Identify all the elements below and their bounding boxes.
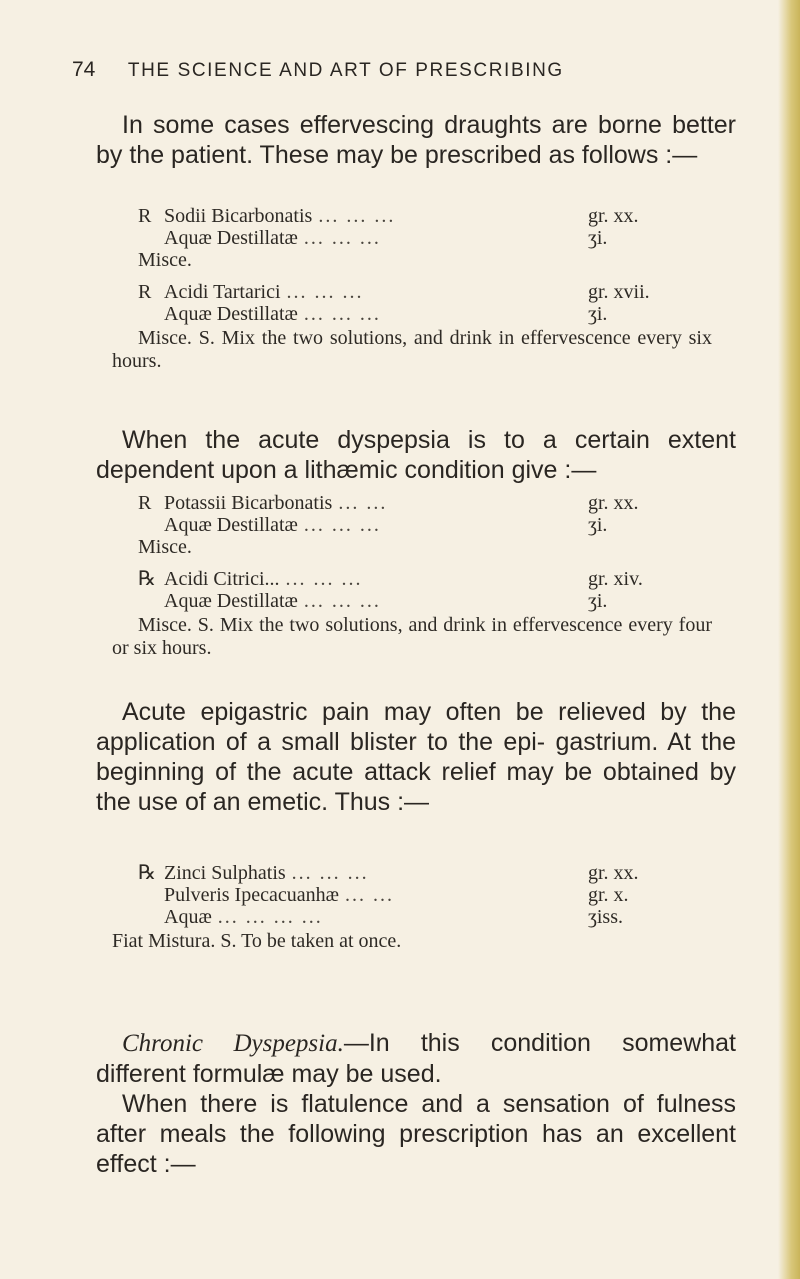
rx-ingredient: Acidi Citrici...: [164, 568, 280, 590]
page-edge-shadow: [778, 0, 800, 1279]
rx-instructions: Misce. S. Mix the two solutions, and drink in effervescence every four or six hours.: [112, 614, 712, 659]
rx-dots: ... ... ...: [303, 303, 381, 325]
section-heading: Chronic Dyspepsia.: [122, 1030, 344, 1057]
rx-dots: ... ... ...: [303, 514, 381, 536]
rx-line: [138, 862, 658, 884]
running-header: [72, 58, 712, 82]
paragraph-effervescing: [96, 110, 736, 170]
rx-symbol: R: [138, 205, 152, 227]
rx-dots: ... ... ...: [285, 568, 363, 590]
rx-line: [112, 536, 658, 558]
rx-dose: ʒi.: [588, 514, 608, 536]
page-number: 74: [72, 58, 96, 81]
rx-dots: ... ... ... ...: [217, 906, 323, 928]
rx-dose: gr. x.: [588, 884, 629, 906]
rx-symbol: ℞: [138, 568, 156, 590]
rx-dose: ʒiss.: [588, 906, 623, 928]
rx-ingredient: Zinci Sulphatis: [164, 862, 286, 884]
rx-symbol: R: [138, 492, 152, 514]
running-title: THE SCIENCE AND ART OF PRESCRIBING: [127, 60, 564, 81]
prescription-2: [112, 492, 712, 660]
paragraph-text: [96, 1028, 736, 1089]
rx-dots: ... ... ...: [303, 227, 381, 249]
rx-ingredient: Aquæ Destillatæ: [164, 590, 298, 612]
rx-dots: ... ... ...: [291, 862, 369, 884]
rx-ingredient: Aquæ: [164, 906, 212, 928]
rx-dose: gr. xx.: [588, 862, 639, 884]
rx-ingredient: Misce.: [138, 249, 192, 271]
rx-dots: ... ... ...: [303, 590, 381, 612]
rx-ingredient: Potassii Bicarbonatis: [164, 492, 333, 514]
rx-line: [138, 590, 658, 612]
rx-line: [138, 906, 658, 928]
rx-ingredient: Aquæ Destillatæ: [164, 514, 298, 536]
rx-dots: ... ...: [338, 492, 388, 514]
rx-line: [138, 281, 658, 303]
rx-line: [138, 514, 658, 536]
rx-dose: gr. xx.: [588, 205, 639, 227]
rx-dose: gr. xvii.: [588, 281, 650, 303]
rx-dose: ʒi.: [588, 227, 608, 249]
paragraph-text: When there is flatulence and a sensation of fulness after meals the following prescription has an excellent effect :—: [96, 1090, 736, 1178]
paragraph-text: In some cases effervescing draughts are borne better by the patient. These may be prescribed as follows :—: [96, 111, 736, 169]
rx-dots: ... ...: [344, 884, 394, 906]
rx-ingredient: Acidi Tartarici: [164, 281, 281, 303]
paragraph-lithaemic: [96, 425, 736, 485]
rx-ingredient: Pulveris Ipecacuanhæ: [164, 884, 339, 906]
rx-line: [138, 205, 658, 227]
paragraph-text: Acute epigastric pain may often be relieved by the application of a small blister to the epi- gastrium. At the beginning of the acute attack relief may be obtained by the use of an emetic. Thus :—: [96, 698, 736, 816]
rx-line: [138, 884, 658, 906]
paragraph-epigastric: [96, 697, 736, 817]
rx-ingredient: Sodii Bicarbonatis: [164, 205, 313, 227]
prescription-3: [112, 862, 658, 953]
rx-symbol: R: [138, 281, 152, 303]
rx-ingredient: Misce.: [138, 536, 192, 558]
rx-dose: ʒi.: [588, 590, 608, 612]
rx-dots: ... ... ...: [286, 281, 364, 303]
rx-instructions: Fiat Mistura. S. To be taken at once.: [112, 930, 402, 952]
rx-ingredient: Aquæ Destillatæ: [164, 303, 298, 325]
rx-instructions: Misce. S. Mix the two solutions, and drink in effervescence every six hours.: [112, 327, 712, 372]
rx-ingredient: Aquæ Destillatæ: [164, 227, 298, 249]
paragraph-text-rest: —In this condition somewhat different formulæ may be used.: [96, 1029, 737, 1088]
rx-line: [138, 568, 658, 590]
prescription-1: [112, 205, 712, 373]
paragraph-text: When the acute dyspepsia is to a certain extent dependent upon a lithæmic condition give :—: [96, 426, 736, 484]
rx-dose: ʒi.: [588, 303, 608, 325]
paragraph-chronic: [96, 1028, 736, 1179]
rx-line: [138, 303, 658, 325]
rx-dose: gr. xx.: [588, 492, 639, 514]
rx-line: [138, 227, 658, 249]
rx-dose: gr. xiv.: [588, 568, 643, 590]
rx-symbol: ℞: [138, 862, 156, 884]
rx-dots: ... ... ...: [318, 205, 396, 227]
rx-line: [138, 492, 658, 514]
rx-line: [112, 249, 658, 271]
